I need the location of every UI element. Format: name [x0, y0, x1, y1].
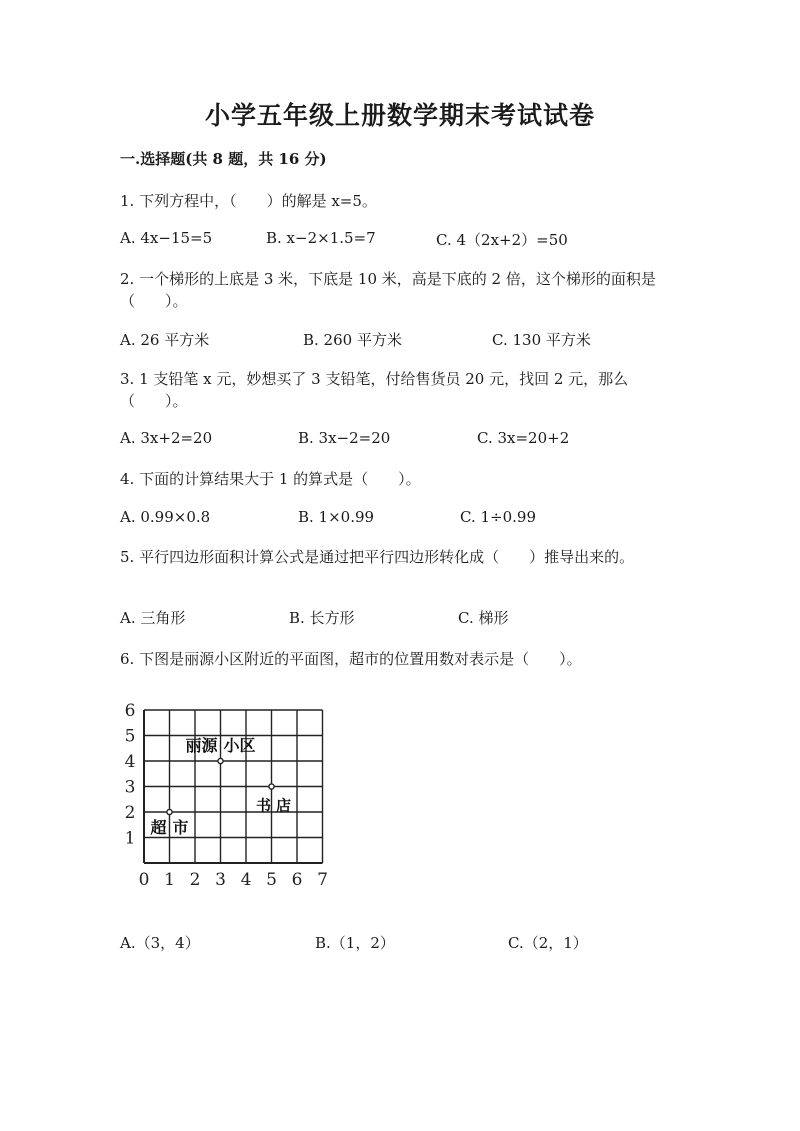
y-tick-label: 4	[124, 752, 136, 772]
x-tick-label: 7	[317, 870, 328, 890]
question-3: 3. 1 支铅笔 x 元，妙想买了 3 支铅笔，付给售货员 20 元，找回 2 元，那么（ ）。	[120, 370, 629, 410]
y-tick-label: 5	[124, 726, 136, 747]
y-tick-label: 3	[124, 777, 136, 798]
x-tick-label: 6	[291, 870, 303, 890]
q1-option-c: C. 4（2x+2）=50	[436, 231, 568, 249]
q4-option-c: C. 1÷0.99	[460, 508, 536, 526]
question-4: 4. 下面的计算结果大于 1 的算式是（ ）。	[120, 470, 421, 488]
place-label: 市	[172, 818, 189, 837]
q6-option-a: A.（3，4）	[120, 934, 200, 952]
x-tick-label: 4	[240, 870, 252, 890]
section-heading: 一.选择题(共 8 题，共 16 分)	[120, 150, 327, 168]
place-label: 丽源	[185, 736, 218, 755]
q2-option-a: A. 26 平方米	[120, 331, 210, 349]
question-5: 5. 平行四边形面积计算公式是通过把平行四边形转化成（ ）推导出来的。	[120, 548, 635, 566]
x-tick-label: 0	[138, 870, 150, 890]
location-point	[167, 809, 172, 814]
q3-option-a: A. 3x+2=20	[120, 429, 213, 447]
x-tick-label: 2	[189, 870, 201, 890]
q4-option-a: A. 0.99×0.8	[120, 508, 211, 526]
q6-option-c: C.（2，1）	[508, 934, 588, 952]
q3-option-c: C. 3x=20+2	[477, 429, 570, 447]
question-6: 6. 下图是丽源小区附近的平面图，超市的位置用数对表示是（ ）。	[120, 650, 582, 668]
x-tick-label: 5	[266, 870, 277, 890]
location-point	[218, 758, 223, 763]
question-1: 1. 下列方程中，（ ）的解是 x=5。	[120, 192, 377, 210]
q2-option-c: C. 130 平方米	[492, 331, 591, 349]
q5-option-a: A. 三角形	[120, 609, 186, 627]
q5-option-c: C. 梯形	[458, 609, 509, 627]
question-2: 2. 一个梯形的上底是 3 米，下底是 10 米，高是下底的 2 倍，这个梯形的面积是（ ）。	[120, 270, 656, 310]
q5-option-b: B. 长方形	[289, 609, 355, 627]
y-tick-label: 1	[124, 828, 136, 849]
location-point	[269, 784, 274, 789]
x-tick-label: 1	[164, 870, 175, 890]
page-title: 小学五年级上册数学期末考试试卷	[204, 101, 595, 130]
y-tick-label: 6	[124, 701, 136, 721]
place-label: 书	[255, 796, 272, 815]
coordinate-grid	[122, 700, 342, 890]
q2-option-b: B. 260 平方米	[303, 331, 402, 349]
q3-option-b: B. 3x−2=20	[298, 429, 391, 447]
q6-option-b: B.（1，2）	[315, 934, 395, 952]
map-figure	[122, 700, 342, 890]
q4-option-b: B. 1×0.99	[298, 508, 375, 526]
place-label: 店	[275, 796, 292, 815]
x-tick-label: 3	[215, 870, 226, 890]
place-label: 超	[150, 818, 167, 837]
place-label: 小区	[223, 736, 256, 755]
y-tick-label: 2	[124, 803, 136, 823]
q1-option-b: B. x−2×1.5=7	[266, 229, 376, 247]
q1-option-a: A. 4x−15=5	[120, 229, 213, 247]
